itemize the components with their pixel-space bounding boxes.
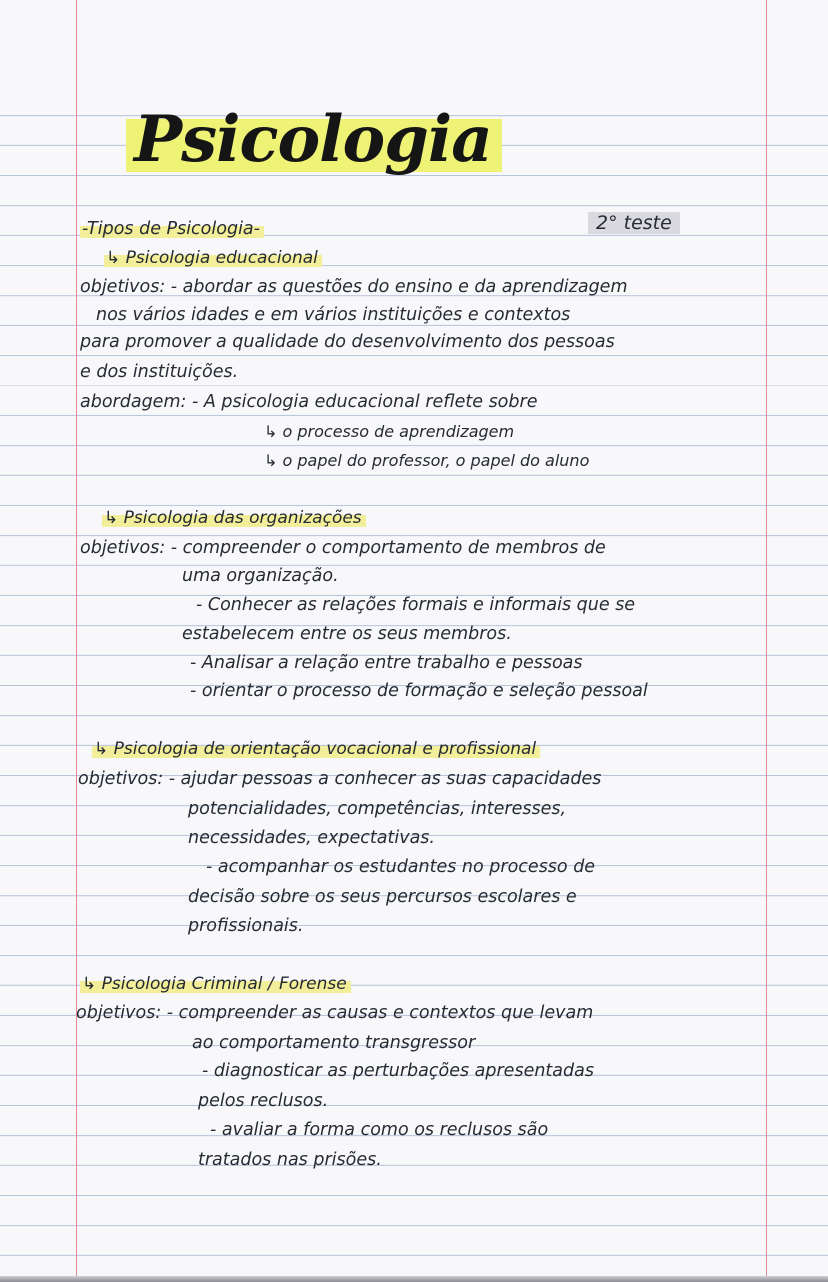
text-line: - Conhecer as relações formais e informais que se bbox=[196, 595, 636, 615]
section-title-educacional: ↳ Psicologia educacional bbox=[104, 250, 322, 267]
left-margin-line bbox=[76, 0, 77, 1282]
section-title-criminal: ↳ Psicologia Criminal / Forense bbox=[80, 976, 351, 993]
text-line: tratados nas prisões. bbox=[198, 1150, 382, 1170]
text-line: e dos instituições. bbox=[80, 362, 239, 382]
text-line: nos vários idades e em vários instituições e contextos bbox=[96, 305, 571, 325]
right-margin-line bbox=[766, 0, 767, 1282]
section-title-orientacao: ↳ Psicologia de orientação vocacional e profissional bbox=[92, 741, 540, 758]
text-line: pelos reclusos. bbox=[198, 1091, 329, 1111]
text-line: objetivos: - abordar as questões do ensino e da aprendizagem bbox=[80, 277, 628, 297]
text-line: estabelecem entre os seus membros. bbox=[182, 624, 512, 644]
test-label: 2° teste bbox=[588, 214, 680, 233]
text-line: decisão sobre os seus percursos escolares e bbox=[188, 887, 577, 907]
text-line: para promover a qualidade do desenvolvimento dos pessoas bbox=[80, 332, 615, 352]
text-line: ↳ o processo de aprendizagem bbox=[264, 422, 515, 441]
text-line: necessidades, expectativas. bbox=[188, 828, 435, 848]
text-line: ao comportamento transgressor bbox=[192, 1033, 476, 1053]
text-line: - diagnosticar as perturbações apresentadas bbox=[202, 1061, 594, 1081]
text-line: objetivos: - ajudar pessoas a conhecer as suas capacidades bbox=[78, 769, 602, 789]
text-line: - orientar o processo de formação e seleção pessoal bbox=[190, 681, 648, 701]
text-line: - acompanhar os estudantes no processo de bbox=[206, 857, 596, 877]
text-line: uma organização. bbox=[182, 566, 339, 586]
page-title: Psicologia bbox=[126, 104, 502, 178]
page-bottom-edge bbox=[0, 1276, 828, 1282]
text-line: objetivos: - compreender o comportamento de membros de bbox=[80, 538, 606, 558]
text-line: profissionais. bbox=[188, 916, 304, 936]
text-line: abordagem: - A psicologia educacional reflete sobre bbox=[80, 392, 538, 412]
text-line: ↳ o papel do professor, o papel do aluno bbox=[264, 451, 590, 470]
section-title-organizacoes: ↳ Psicologia das organizações bbox=[102, 510, 366, 527]
text-line: - avaliar a forma como os reclusos são bbox=[210, 1120, 549, 1140]
text-line: objetivos: - compreender as causas e contextos que levam bbox=[76, 1003, 594, 1023]
text-line: potencialidades, competências, interesses, bbox=[188, 799, 567, 819]
section-heading: -Tipos de Psicologia- bbox=[80, 221, 264, 239]
text-line: - Analisar a relação entre trabalho e pessoas bbox=[190, 653, 583, 673]
